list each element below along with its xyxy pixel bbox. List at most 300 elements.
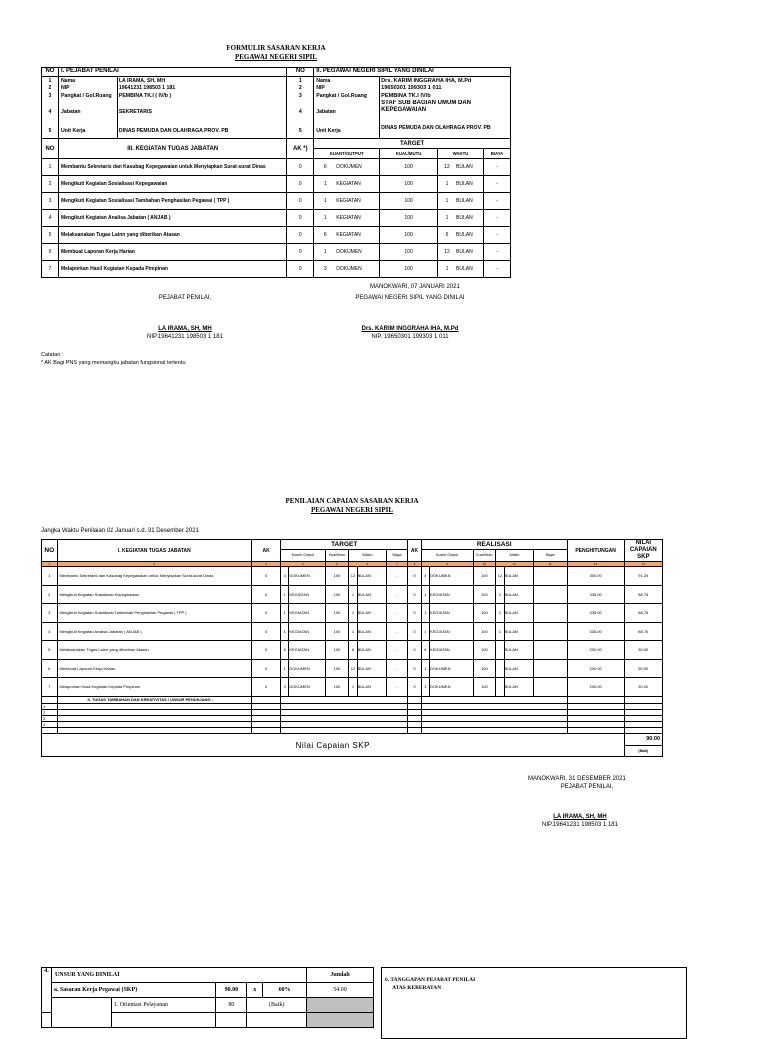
- penghitungan: 300.00: [567, 567, 624, 586]
- extra-task-rows: [42, 704, 663, 728]
- skp-value: 90.00: [216, 983, 247, 998]
- right-label-nama: Nama: [316, 78, 331, 84]
- realisasi-biaya: [533, 659, 567, 678]
- header2-target: TARGET: [281, 540, 408, 550]
- jumlah-header: Jumlah: [307, 968, 374, 983]
- activity-waktu: [438, 193, 484, 210]
- colnum-8: 8: [408, 562, 421, 567]
- left-value-nama: LA IRAMA, SH, MH: [118, 78, 166, 84]
- colnum-4: 4: [281, 562, 325, 567]
- realisasi-waktu-unit: BULAN: [504, 585, 533, 604]
- assessment-period: [41, 528, 199, 534]
- realisasi-unit: DOKUMEN: [430, 678, 473, 697]
- activity-rows: [42, 159, 511, 278]
- header-kual-mutu: KUAL/MUTU: [380, 149, 438, 159]
- target-qty: 1: [281, 604, 289, 623]
- activity-kuant: [314, 159, 380, 176]
- row-name: Mengikuti Kegiatan Sosialisasi Kepegawaian: [57, 585, 252, 604]
- activity-no: 5: [42, 227, 59, 244]
- activity-waktu-value: 1: [445, 266, 449, 273]
- realisasi-ak: 0: [408, 622, 421, 641]
- nilai-capaian: 50.00: [624, 678, 662, 697]
- form1-pns-nip: NIP. 19650301 199303 1 011: [371, 334, 449, 340]
- activity-row: [42, 227, 511, 244]
- realisasi-waktu-unit: BULAN: [504, 604, 533, 623]
- activity-kual: 100: [380, 261, 438, 278]
- form1-pejabat-title: PEJABAT PENILAI,: [158, 295, 212, 301]
- target-unit: KEGIATAN: [289, 641, 325, 660]
- form1-title-line2: PEGAWAI NEGERI SIPIL: [234, 53, 318, 61]
- activity-kual: 100: [380, 227, 438, 244]
- header2-no: NO: [42, 540, 58, 562]
- assessment-row: [42, 641, 663, 660]
- form1-title-line1: FORMULIR SASARAN KERJA: [226, 44, 326, 52]
- nilai-capaian-value: 90.00: [625, 734, 662, 746]
- sub-real-waktu: Waktu: [496, 549, 533, 561]
- realisasi-unit: DOKUMEN: [430, 659, 473, 678]
- colnum-12: 12: [533, 562, 567, 567]
- target-waktu-unit: BULAN: [357, 567, 386, 586]
- form1-pns-title: PEGAWAI NEGERI SIPIL YANG DINILAI: [355, 295, 465, 301]
- nilai-capaian: 88.75: [624, 604, 662, 623]
- realisasi-waktu: [496, 641, 504, 660]
- header2-nilai-capaian: NILAI CAPAIAN SKP: [624, 540, 662, 562]
- activity-unit: KEGIATAN: [336, 232, 361, 239]
- activity-biaya: -: [483, 193, 510, 210]
- target-biaya: -: [386, 641, 408, 660]
- section-number: 4.: [42, 968, 52, 1013]
- target-unit: DOKUMEN: [289, 678, 325, 697]
- unsur-dinilai-table: [41, 967, 374, 1028]
- target-kual: 100: [325, 641, 349, 660]
- colnum-6: 6: [349, 562, 386, 567]
- penilaian-capaian-table: [41, 539, 663, 757]
- realisasi-waktu: 1: [496, 622, 504, 641]
- left-label-jabatan: Jabatan: [60, 108, 81, 115]
- activity-no: 4: [42, 210, 59, 227]
- nilai-capaian: 50.00: [624, 641, 662, 660]
- row-ak: 0: [252, 567, 281, 586]
- activity-kuant: [314, 193, 380, 210]
- nilai-capaian: 88.75: [624, 585, 662, 604]
- realisasi-qty: 1: [421, 622, 429, 641]
- colnum-9: 9: [421, 562, 473, 567]
- target-unit: KEGIATAN: [289, 622, 325, 641]
- realisasi-kual: 100: [473, 585, 496, 604]
- right-labels: [314, 77, 380, 139]
- realisasi-biaya: [533, 585, 567, 604]
- row-name: Membuat Laporan Kerja Harian: [57, 659, 252, 678]
- realisasi-kual: 100: [473, 659, 496, 678]
- realisasi-qty: 1: [421, 585, 429, 604]
- left-labels: [58, 77, 117, 139]
- extra-task-no: 4: [42, 722, 58, 728]
- target-kual: 100: [325, 659, 349, 678]
- realisasi-waktu: [496, 659, 504, 678]
- nilai-capaian-cell: [624, 734, 662, 757]
- activity-waktu-unit: BULAN: [456, 164, 473, 171]
- penghitungan: 335.00: [567, 622, 624, 641]
- target-kual: 100: [325, 604, 349, 623]
- left-no-1: 1: [48, 78, 52, 84]
- form2-title-line1: PENILAIAN CAPAIAN SASARAN KERJA: [285, 497, 419, 505]
- header-target: TARGET: [314, 139, 511, 149]
- activity-row: [42, 244, 511, 261]
- realisasi-waktu-unit: BULAN: [504, 567, 533, 586]
- activity-ak: 0: [287, 244, 314, 261]
- unsur-yang-dinilai: UNSUR YANG DINILAI: [51, 968, 306, 983]
- section2-label: II. TUGAS TAMBAHAN DAN KREATIVITAS / UNSUR PENUNJANG :: [57, 696, 252, 704]
- form1-pejabat-nip: NIP.19641231 198503 1 181: [147, 334, 223, 340]
- assessment-row: [42, 659, 663, 678]
- activity-waktu-unit: BULAN: [456, 266, 473, 273]
- realisasi-biaya: [533, 604, 567, 623]
- activity-unit: DOKUMEN: [336, 266, 362, 273]
- header-no-kegiatan: NO: [42, 139, 59, 159]
- header-waktu: WAKTU: [438, 149, 484, 159]
- note-text: * AK Bagi PNS yang memangku jabatan fungsional tertentu: [41, 360, 186, 366]
- sasaran-kerja-table: [41, 67, 511, 278]
- left-no-5: 5: [48, 127, 52, 134]
- realisasi-waktu: 12: [496, 567, 504, 586]
- orientasi-shaded: [307, 998, 374, 1013]
- sub-target-kual: Kual/Mutu: [325, 549, 349, 561]
- row-ak: 0: [252, 641, 281, 660]
- realisasi-kual: 100: [473, 604, 496, 623]
- realisasi-ak: 0: [408, 585, 421, 604]
- colnum-11: 11: [496, 562, 533, 567]
- row-ak: 0: [252, 678, 281, 697]
- left-values: [117, 77, 287, 139]
- row-no: 6: [42, 659, 58, 678]
- left-value-jabatan: SEKRETARIS: [118, 108, 152, 115]
- form1-title: [41, 44, 511, 62]
- realisasi-kual: 100: [473, 622, 496, 641]
- activity-biaya: -: [483, 244, 510, 261]
- target-waktu: 12: [349, 567, 357, 586]
- left-no-2: 2: [48, 85, 52, 92]
- activity-waktu-unit: BULAN: [456, 198, 473, 205]
- activity-unit: DOKUMEN: [336, 164, 362, 171]
- activity-qty: 1: [323, 215, 327, 222]
- penghitungan: 200.00: [567, 659, 624, 678]
- activity-name: Mengikuti Kegiatan Sosialisasi Tambahan Penghasilan Pegawai ( TPP ): [58, 193, 286, 210]
- target-kual: 100: [325, 678, 349, 697]
- right-label-jabatan: Jabatan: [316, 108, 336, 115]
- activity-kuant: [314, 176, 380, 193]
- period-from: 01 Januari: [106, 528, 135, 534]
- left-value-nip: 19641231 198503 1 181: [118, 85, 176, 92]
- activity-no: 2: [42, 176, 59, 193]
- assessment-row: [42, 678, 663, 697]
- row-no: 5: [42, 641, 58, 660]
- penghitungan: 335.00: [567, 585, 624, 604]
- target-qty: 4: [281, 567, 289, 586]
- sub-real-biaya: Biaya: [533, 549, 567, 561]
- header-no-left: NO: [42, 68, 59, 77]
- realisasi-kual: 100: [473, 678, 496, 697]
- right-no-3: 3: [298, 92, 302, 99]
- tanggapan-title: [385, 977, 475, 983]
- activity-qty: 6: [323, 232, 327, 239]
- right-no-5: 5: [298, 127, 302, 134]
- activity-no: 6: [42, 244, 59, 261]
- header2-ak: AK: [252, 540, 281, 562]
- orientasi-label: 1. Orientasi Pelayanan: [111, 998, 216, 1013]
- target-biaya: -: [386, 678, 408, 697]
- target-qty: 3: [281, 678, 289, 697]
- left-label-nama: Nama: [60, 78, 76, 84]
- row-no: 7: [42, 678, 58, 697]
- assessment-row: [42, 622, 663, 641]
- colnum-13: 13: [567, 562, 624, 567]
- target-waktu-unit: BULAN: [357, 659, 386, 678]
- target-unit: DOKUMEN: [289, 659, 325, 678]
- activity-waktu-value: 1: [445, 215, 449, 222]
- activity-kuant: [314, 261, 380, 278]
- nilai-capaian: 50.00: [624, 659, 662, 678]
- colnum-3: 3: [252, 562, 281, 567]
- realisasi-waktu-unit: BULAN: [504, 659, 533, 678]
- colnum-5: 5: [325, 562, 349, 567]
- activity-biaya: -: [483, 261, 510, 278]
- left-label-nip: NIP: [60, 85, 70, 92]
- nilai-capaian: 91.25: [624, 567, 662, 586]
- right-value-pangkat: PEMBINA TK.I IV/b: [381, 92, 431, 99]
- form1-place-date: MANOKWARI, 07 JANUARI 2021: [370, 284, 460, 290]
- header-pns-dinilai: II. PEGAWAI NEGERI SIPIL YANG DINILAI: [314, 68, 511, 77]
- target-kual: 100: [325, 622, 349, 641]
- target-qty: 1: [281, 585, 289, 604]
- skp-total: 54.00: [307, 983, 374, 998]
- realisasi-qty: 1: [421, 659, 429, 678]
- sub-real-kual: Kual/Mutu: [473, 549, 496, 561]
- activity-ak: 0: [287, 176, 314, 193]
- form1-pns-name: Drs. KARIM INGGRAHA IHA, M.Pd: [361, 326, 459, 332]
- activity-waktu-unit: BULAN: [456, 249, 473, 256]
- activity-kual: 100: [380, 210, 438, 227]
- header2-ak-realisasi: AK: [408, 540, 421, 562]
- activity-qty: 1: [323, 198, 327, 205]
- realisasi-qty: 3: [421, 678, 429, 697]
- activity-row: [42, 159, 511, 176]
- section2-row: [42, 696, 663, 704]
- target-biaya: -: [386, 622, 408, 641]
- form2-sign-title: PEJABAT PENILAI,: [560, 784, 614, 790]
- realisasi-ak: 0: [408, 567, 421, 586]
- activity-unit: KEGIATAN: [336, 198, 361, 205]
- nilai-capaian-label: Nilai Capaian SKP: [42, 734, 625, 757]
- left-label-unit: Unit Kerja: [60, 127, 86, 134]
- realisasi-unit: KEGIATAN: [430, 604, 473, 623]
- activity-kual: 100: [380, 159, 438, 176]
- right-numbers: [287, 77, 314, 139]
- skp-label: a. Sasaran Kerja Pegawai (SKP): [51, 983, 215, 998]
- activity-unit: KEGIATAN: [336, 215, 361, 222]
- activity-qty: 1: [323, 181, 327, 188]
- nilai-capaian-row: [42, 734, 663, 757]
- left-value-pangkat: PEMBINA TK.I ( IV/b ): [118, 92, 172, 99]
- colnum-10: 10: [473, 562, 496, 567]
- nilai-capaian-predikat: (Baik): [638, 749, 649, 753]
- colnum-2: 2: [57, 562, 252, 567]
- activity-name: Mengikuti Kegiatan Analisa Jabatan ( ANJAB ): [58, 210, 286, 227]
- header2-realisasi: REALISASI: [421, 540, 567, 550]
- activity-ak: 0: [287, 227, 314, 244]
- target-qty: 1: [281, 659, 289, 678]
- row-name: Membantu Sekretaris dan Kasubag Kepegawaian untuk Menyiapkan Surat-surat Dinas: [57, 567, 252, 586]
- activity-waktu-unit: BULAN: [456, 215, 473, 222]
- right-no-1: 1: [298, 78, 302, 84]
- colnum-14: 14: [624, 562, 662, 567]
- activity-kual: 100: [380, 193, 438, 210]
- activity-row: [42, 210, 511, 227]
- header2-kegiatan: I. KEGIATAN TUGAS JABATAN: [57, 540, 252, 562]
- activity-name: Melaksanakan Tugas Lainn yang diberikan Atasan: [58, 227, 286, 244]
- skp-percent: 60%: [263, 983, 307, 998]
- activity-qty: 6: [323, 164, 327, 171]
- right-values: [380, 77, 511, 139]
- sub-target-kuant: Kuant/ Output: [281, 549, 325, 561]
- right-value-unit: DINAS PEMUDA DAN OLAHRAGA PROV. PB: [381, 124, 491, 131]
- tanggapan-number: 6.: [385, 977, 390, 983]
- skp-multiply: x: [247, 983, 263, 998]
- form2-title-line2: PEGAWAI NEGERI SIPIL: [310, 506, 394, 514]
- right-label-nip: NIP: [316, 85, 325, 92]
- activity-no: 7: [42, 261, 59, 278]
- right-no-4: 4: [298, 108, 302, 115]
- header2-penghitungan: PENGHITUNGAN: [567, 540, 624, 562]
- period-mid: s.d.: [134, 528, 148, 534]
- form2-place-date: MANOKWARI, 31 DESEMBER 2021: [528, 776, 626, 782]
- activity-kuant: [314, 227, 380, 244]
- activity-waktu: [438, 261, 484, 278]
- row-no: 1: [42, 567, 58, 586]
- extra-task-no: 2: [42, 710, 58, 716]
- activity-unit: KEGIATAN: [336, 181, 361, 188]
- target-biaya: -: [386, 604, 408, 623]
- target-biaya: -: [386, 585, 408, 604]
- target-waktu-unit: BULAN: [357, 641, 386, 660]
- row-no: 4: [42, 622, 58, 641]
- penghitungan: 200.00: [567, 641, 624, 660]
- row-name: Mengikuti Kegiatan Analisa Jabatan ( ANJAB ): [57, 622, 252, 641]
- header-ak: AK *): [287, 139, 314, 159]
- target-waktu-unit: BULAN: [357, 678, 386, 697]
- period-to: 31 Desember 2021: [147, 528, 199, 534]
- realisasi-unit: DOKUMEN: [430, 567, 473, 586]
- activity-row: [42, 193, 511, 210]
- extra-task-no: 1: [42, 704, 58, 710]
- realisasi-biaya: [533, 622, 567, 641]
- realisasi-unit: KEGIATAN: [430, 622, 473, 641]
- realisasi-kual: 100: [473, 567, 496, 586]
- realisasi-waktu: 1: [496, 604, 504, 623]
- activity-ak: 0: [287, 210, 314, 227]
- target-waktu: 12: [349, 659, 357, 678]
- activity-biaya: -: [483, 176, 510, 193]
- row-ak: 0: [252, 622, 281, 641]
- realisasi-qty: 1: [421, 604, 429, 623]
- target-waktu: 6: [349, 641, 357, 660]
- activity-kual: 100: [380, 176, 438, 193]
- form2-title: [41, 497, 663, 515]
- activity-waktu: [438, 227, 484, 244]
- row-no: 2: [42, 585, 58, 604]
- header-kegiatan-tugas: III. KEGIATAN TUGAS JABATAN: [58, 139, 286, 159]
- row-no: 3: [42, 604, 58, 623]
- activity-waktu-value: 6: [445, 232, 449, 239]
- activity-kuant: [314, 244, 380, 261]
- orientasi-predikat: (Baik): [247, 998, 307, 1013]
- target-unit: KEGIATAN: [289, 604, 325, 623]
- period-prefix: Jangka Waktu Penilaian: [41, 528, 107, 534]
- activity-waktu-value: 1: [445, 198, 449, 205]
- activity-no: 1: [42, 159, 59, 176]
- realisasi-biaya: [533, 567, 567, 586]
- activity-waktu: [438, 176, 484, 193]
- activity-no: 3: [42, 193, 59, 210]
- activity-waktu-value: 1: [445, 181, 449, 188]
- note-title: Catatan :: [41, 352, 64, 358]
- form1-pejabat-name: LA IRAMA, SH, MH: [158, 326, 212, 332]
- target-kual: 100: [325, 585, 349, 604]
- header-no-right: NO: [287, 68, 314, 77]
- realisasi-ak: 0: [408, 604, 421, 623]
- right-label-pangkat: Pangkat / Gol.Ruang: [316, 92, 367, 99]
- sub-target-biaya: Biaya: [386, 549, 408, 561]
- row-name: Mengikuti Kegiatan Sosialisasi Tambahan Penghasilan Pegawai ( TPP ): [57, 604, 252, 623]
- realisasi-qty: 6: [421, 641, 429, 660]
- realisasi-kual: 100: [473, 641, 496, 660]
- sub-target-waktu: Waktu: [349, 549, 386, 561]
- realisasi-qty: 4: [421, 567, 429, 586]
- target-waktu-unit: BULAN: [357, 622, 386, 641]
- nilai-capaian: 88.75: [624, 622, 662, 641]
- realisasi-unit: KEGIATAN: [430, 585, 473, 604]
- right-value-nama: Drs. KARIM INGGRAHA IHA, M.Pd: [381, 78, 472, 84]
- target-qty: 6: [281, 641, 289, 660]
- assessment-rows: [42, 567, 663, 697]
- realisasi-unit: KEGIATAN: [430, 641, 473, 660]
- left-label-pangkat: Pangkat / Gol.Ruang: [60, 92, 112, 99]
- right-value-nip: 19650301 199303 1 011: [381, 85, 442, 92]
- colnum-7: 7: [386, 562, 408, 567]
- extra-task-no: 3: [42, 716, 58, 722]
- header-biaya: BIAYA: [483, 149, 510, 159]
- realisasi-ak: 0: [408, 678, 421, 697]
- activity-waktu-value: 12: [444, 249, 450, 256]
- activity-waktu: [438, 244, 484, 261]
- target-waktu-unit: BULAN: [357, 585, 386, 604]
- target-biaya: -: [386, 659, 408, 678]
- orientasi-value: 80: [216, 998, 247, 1013]
- activity-name: Melaporkan Hasil Kegiatan Kepada Pimpinan: [58, 261, 286, 278]
- assessment-row: [42, 585, 663, 604]
- activity-qty: 1: [323, 249, 327, 256]
- activity-qty: 3: [323, 266, 327, 273]
- activity-waktu-value: 12: [444, 164, 450, 171]
- left-no-3: 3: [48, 92, 52, 99]
- row-ak: 0: [252, 604, 281, 623]
- header-kuant-output: KUANT/OUTPUT: [314, 149, 380, 159]
- realisasi-waktu-unit: BULAN: [504, 641, 533, 660]
- activity-waktu-unit: BULAN: [456, 232, 473, 239]
- right-no-2: 2: [298, 85, 302, 92]
- form2-sign-nip: NIP.19641231 198503 1 181: [542, 822, 618, 828]
- target-waktu: 1: [349, 604, 357, 623]
- right-value-jabatan: STAF SUB BAGIAN UMUM DAN KEPEGAWAIAN: [381, 100, 472, 114]
